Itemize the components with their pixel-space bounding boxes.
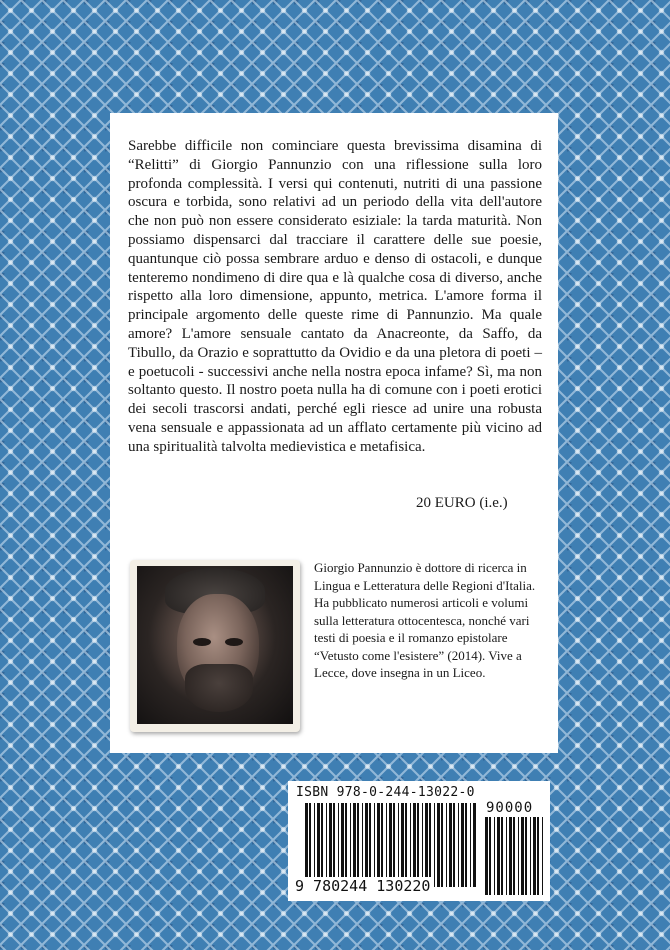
- barcode-bar: [309, 803, 311, 887]
- barcode-bar: [461, 803, 464, 887]
- barcode-bar: [470, 803, 471, 887]
- barcode-bar: [377, 803, 380, 887]
- barcode-bar: [369, 803, 371, 887]
- barcode-bar: [506, 817, 507, 895]
- barcode-bar: [398, 803, 399, 887]
- content-panel: [110, 113, 558, 753]
- barcode-digits: 9 780244 130220: [295, 877, 431, 895]
- barcode-bar: [473, 803, 476, 887]
- barcode-bar: [405, 803, 407, 887]
- author-left-eye: [193, 638, 211, 646]
- barcode-bar: [374, 803, 375, 887]
- barcode-bar: [501, 817, 503, 895]
- price-code-label: 90000: [486, 800, 534, 816]
- barcode-bar: [429, 803, 431, 887]
- barcode-bar: [521, 817, 524, 895]
- barcode-bar: [338, 803, 339, 887]
- barcode-bar: [345, 803, 347, 887]
- barcode-bar: [417, 803, 419, 887]
- barcode-bar: [362, 803, 363, 887]
- barcode-bar: [401, 803, 404, 887]
- barcode-bar: [530, 817, 531, 895]
- back-cover-blurb: Sarebbe difficile non cominciare questa brevissima disamina di “Relitti” di Giorgio Pannunzio con una riflessione sulla loro profonda complessità. I versi qui contenuti, nutriti di una passione oscura e torbida, sono relativi ad un periodo della vita dell'autore che non può non essere considerato esiziale: la tarda maturità. Non possiamo dispensarci dal tracciare il carattere delle sue poesie, quantunque ciò possa sembrare arduo e denso di ostacoli, e dunque tenteremo nondimeno di dire qua e là qualche cosa di diverso, anche rispetto alla loro dimensione, appunto, metrica. L'amore forma il principale argomento delle queste rime di Pannunzio. Ma quale amore? L'amore sensuale cantato da Anacreonte, da Saffo, da Tibullo, da Orazio e soprattutto da Ovidio e da una pletora di poeti – e poetucoli - successivi anche nella nostra epoca infame? Sì, ma non soltanto questo. Il nostro poeta nulla ha di comune con i poeti erotici dei secoli trascorsi andati, perché egli riesce ad unire una robusta vena sensuale e appassionata ad un afflato certamente più vicino ad una spiritualità talvolta medievistica e metafisica.: [128, 138, 542, 455]
- author-bio: Giorgio Pannunzio è dottore di ricerca in Lingua e Letteratura delle Regioni d'Italia. Ha pubblicato numerosi articoli e volumi sulla letteratura ottocentesca, nonché vari testi di poesia e il romanzo epistolare “Vetusto come l'esistere” (2014). Vive a Lecce, dove insegna in un Liceo.: [314, 560, 536, 680]
- barcode-bar: [485, 817, 488, 895]
- barcode-bar: [425, 803, 428, 887]
- price-addon-barcode: [484, 817, 544, 895]
- author-photo: [137, 566, 293, 724]
- barcode-bar: [465, 803, 467, 887]
- isbn-barcode-box: [288, 781, 550, 901]
- barcode-bar: [453, 803, 455, 887]
- barcode-bar: [525, 817, 527, 895]
- barcode-bar: [494, 817, 495, 895]
- barcode-bar: [434, 803, 435, 887]
- author-right-eye: [225, 638, 243, 646]
- barcode-bar: [357, 803, 359, 887]
- barcode-bar: [542, 817, 543, 895]
- barcode-bar: [389, 803, 392, 887]
- barcode-bar: [350, 803, 351, 887]
- barcode-bar: [513, 817, 515, 895]
- barcode-bar: [341, 803, 344, 887]
- barcode-bar: [441, 803, 443, 887]
- barcode-bar: [305, 803, 308, 887]
- barcode-bar: [317, 803, 320, 887]
- barcode-bar: [329, 803, 332, 887]
- barcode-bar: [446, 803, 447, 887]
- barcode-bar: [413, 803, 416, 887]
- barcode-bar: [458, 803, 459, 887]
- barcode-bar: [489, 817, 491, 895]
- barcode-bar: [437, 803, 440, 887]
- barcode-bar: [321, 803, 323, 887]
- author-photo-frame: [130, 560, 300, 732]
- barcode-bar: [509, 817, 512, 895]
- barcode-bar: [518, 817, 519, 895]
- barcode-bar: [537, 817, 539, 895]
- isbn-label: ISBN 978-0-244-13022-0: [296, 785, 475, 800]
- barcode-bar: [497, 817, 500, 895]
- barcode-bar: [326, 803, 327, 887]
- ean13-barcode: [304, 803, 476, 887]
- barcode-bar: [386, 803, 387, 887]
- barcode-bar: [410, 803, 411, 887]
- barcode-bar: [393, 803, 395, 887]
- barcode-bar: [533, 817, 536, 895]
- barcode-bar: [333, 803, 335, 887]
- barcode-bar: [381, 803, 383, 887]
- barcode-bar: [353, 803, 356, 887]
- barcode-bar: [449, 803, 452, 887]
- price-label: 20 EURO (i.e.): [416, 495, 508, 511]
- barcode-bar: [422, 803, 423, 887]
- barcode-bar: [314, 803, 315, 887]
- barcode-bar: [365, 803, 368, 887]
- author-beard: [185, 664, 253, 712]
